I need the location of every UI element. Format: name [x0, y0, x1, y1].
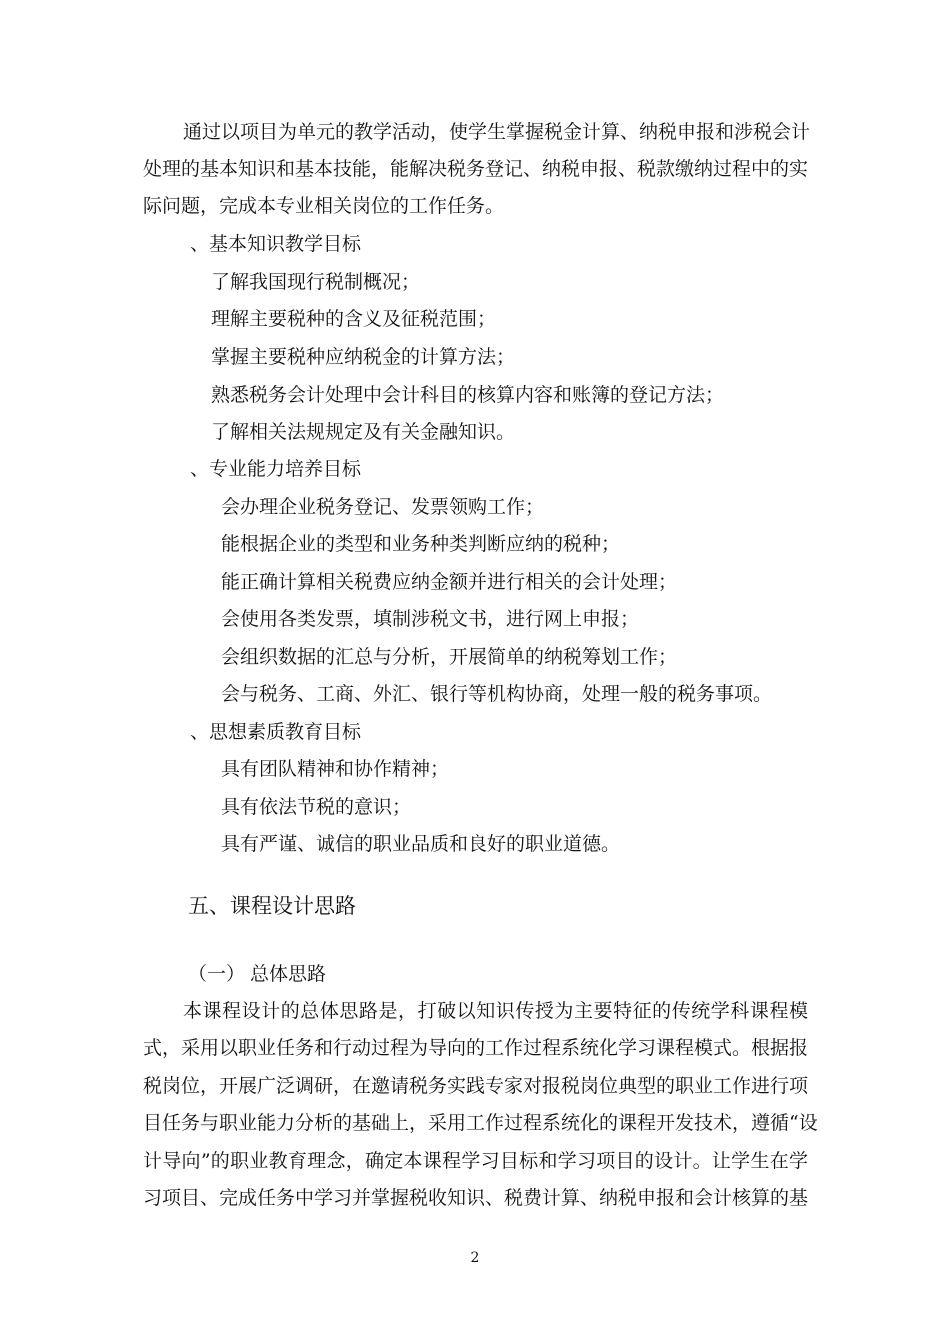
- quality-title: 、思想素质教育目标: [190, 721, 362, 743]
- quality-item: 具有团队精神和协作精神；: [221, 758, 450, 780]
- quality-item: 具有严谨、诚信的职业品质和良好的职业道德。: [221, 833, 621, 855]
- body-line: 税岗位，开展广泛调研，在邀请税务实践专家对报税岗位典型的职业工作进行项: [143, 1075, 809, 1097]
- ability-item: 会组织数据的汇总与分析，开展简单的纳税筹划工作；: [221, 646, 678, 668]
- body-line: 习项目、完成任务中学习并掌握税收知识、税费计算、纳税申报和会计核算的基: [143, 1187, 809, 1209]
- ability-item: 能正确计算相关税费应纳金额并进行相关的会计处理；: [221, 571, 678, 593]
- ability-item: 会办理企业税务登记、发票领购工作；: [221, 496, 545, 518]
- ability-item: 会使用各类发票，填制涉税文书，进行网上申报；: [221, 608, 640, 630]
- knowledge-item: 熟悉税务会计处理中会计科目的核算内容和账簿的登记方法；: [211, 384, 725, 406]
- section-heading: 五、课程设计思路: [188, 894, 356, 918]
- body-line: 式，采用以职业任务和行动过程为导向的工作过程系统化学习课程模式。根据报: [143, 1037, 809, 1059]
- knowledge-item: 了解我国现行税制概况；: [211, 271, 421, 293]
- intro-line: 际问题，完成本专业相关岗位的工作任务。: [143, 195, 505, 217]
- quality-item: 具有依法节税的意识；: [221, 796, 412, 818]
- intro-line: 通过以项目为单元的教学活动，使学生掌握税金计算、纳税申报和涉税会计: [183, 121, 811, 143]
- ability-item: 能根据企业的类型和业务种类判断应纳的税种；: [221, 533, 621, 555]
- page-number: 2: [470, 1250, 480, 1266]
- knowledge-item: 掌握主要税种应纳税金的计算方法；: [211, 346, 516, 368]
- subsection-title: 总体思路: [250, 963, 327, 985]
- body-line: 目任务与职业能力分析的基础上，采用工作过程系统化的课程开发技术，遵循“设: [143, 1112, 818, 1134]
- intro-line: 处理的基本知识和基本技能，能解决税务登记、纳税申报、税款缴纳过程中的实: [143, 158, 809, 180]
- body-line: 本课程设计的总体思路是，打破以知识传授为主要特征的传统学科课程模: [183, 1000, 808, 1022]
- ability-item: 会与税务、工商、外汇、银行等机构协商，处理一般的税务事项。: [221, 683, 773, 705]
- subsection-label: （一）: [188, 963, 246, 985]
- body-line: 计导向”的职业教育理念，确定本课程学习目标和学习项目的设计。让学生在学: [143, 1150, 808, 1172]
- knowledge-item: 理解主要税种的含义及征税范围；: [211, 308, 497, 330]
- ability-title: 、专业能力培养目标: [190, 458, 362, 480]
- knowledge-title: 、基本知识教学目标: [190, 233, 362, 255]
- knowledge-item: 了解相关法规规定及有关金融知识。: [211, 421, 516, 443]
